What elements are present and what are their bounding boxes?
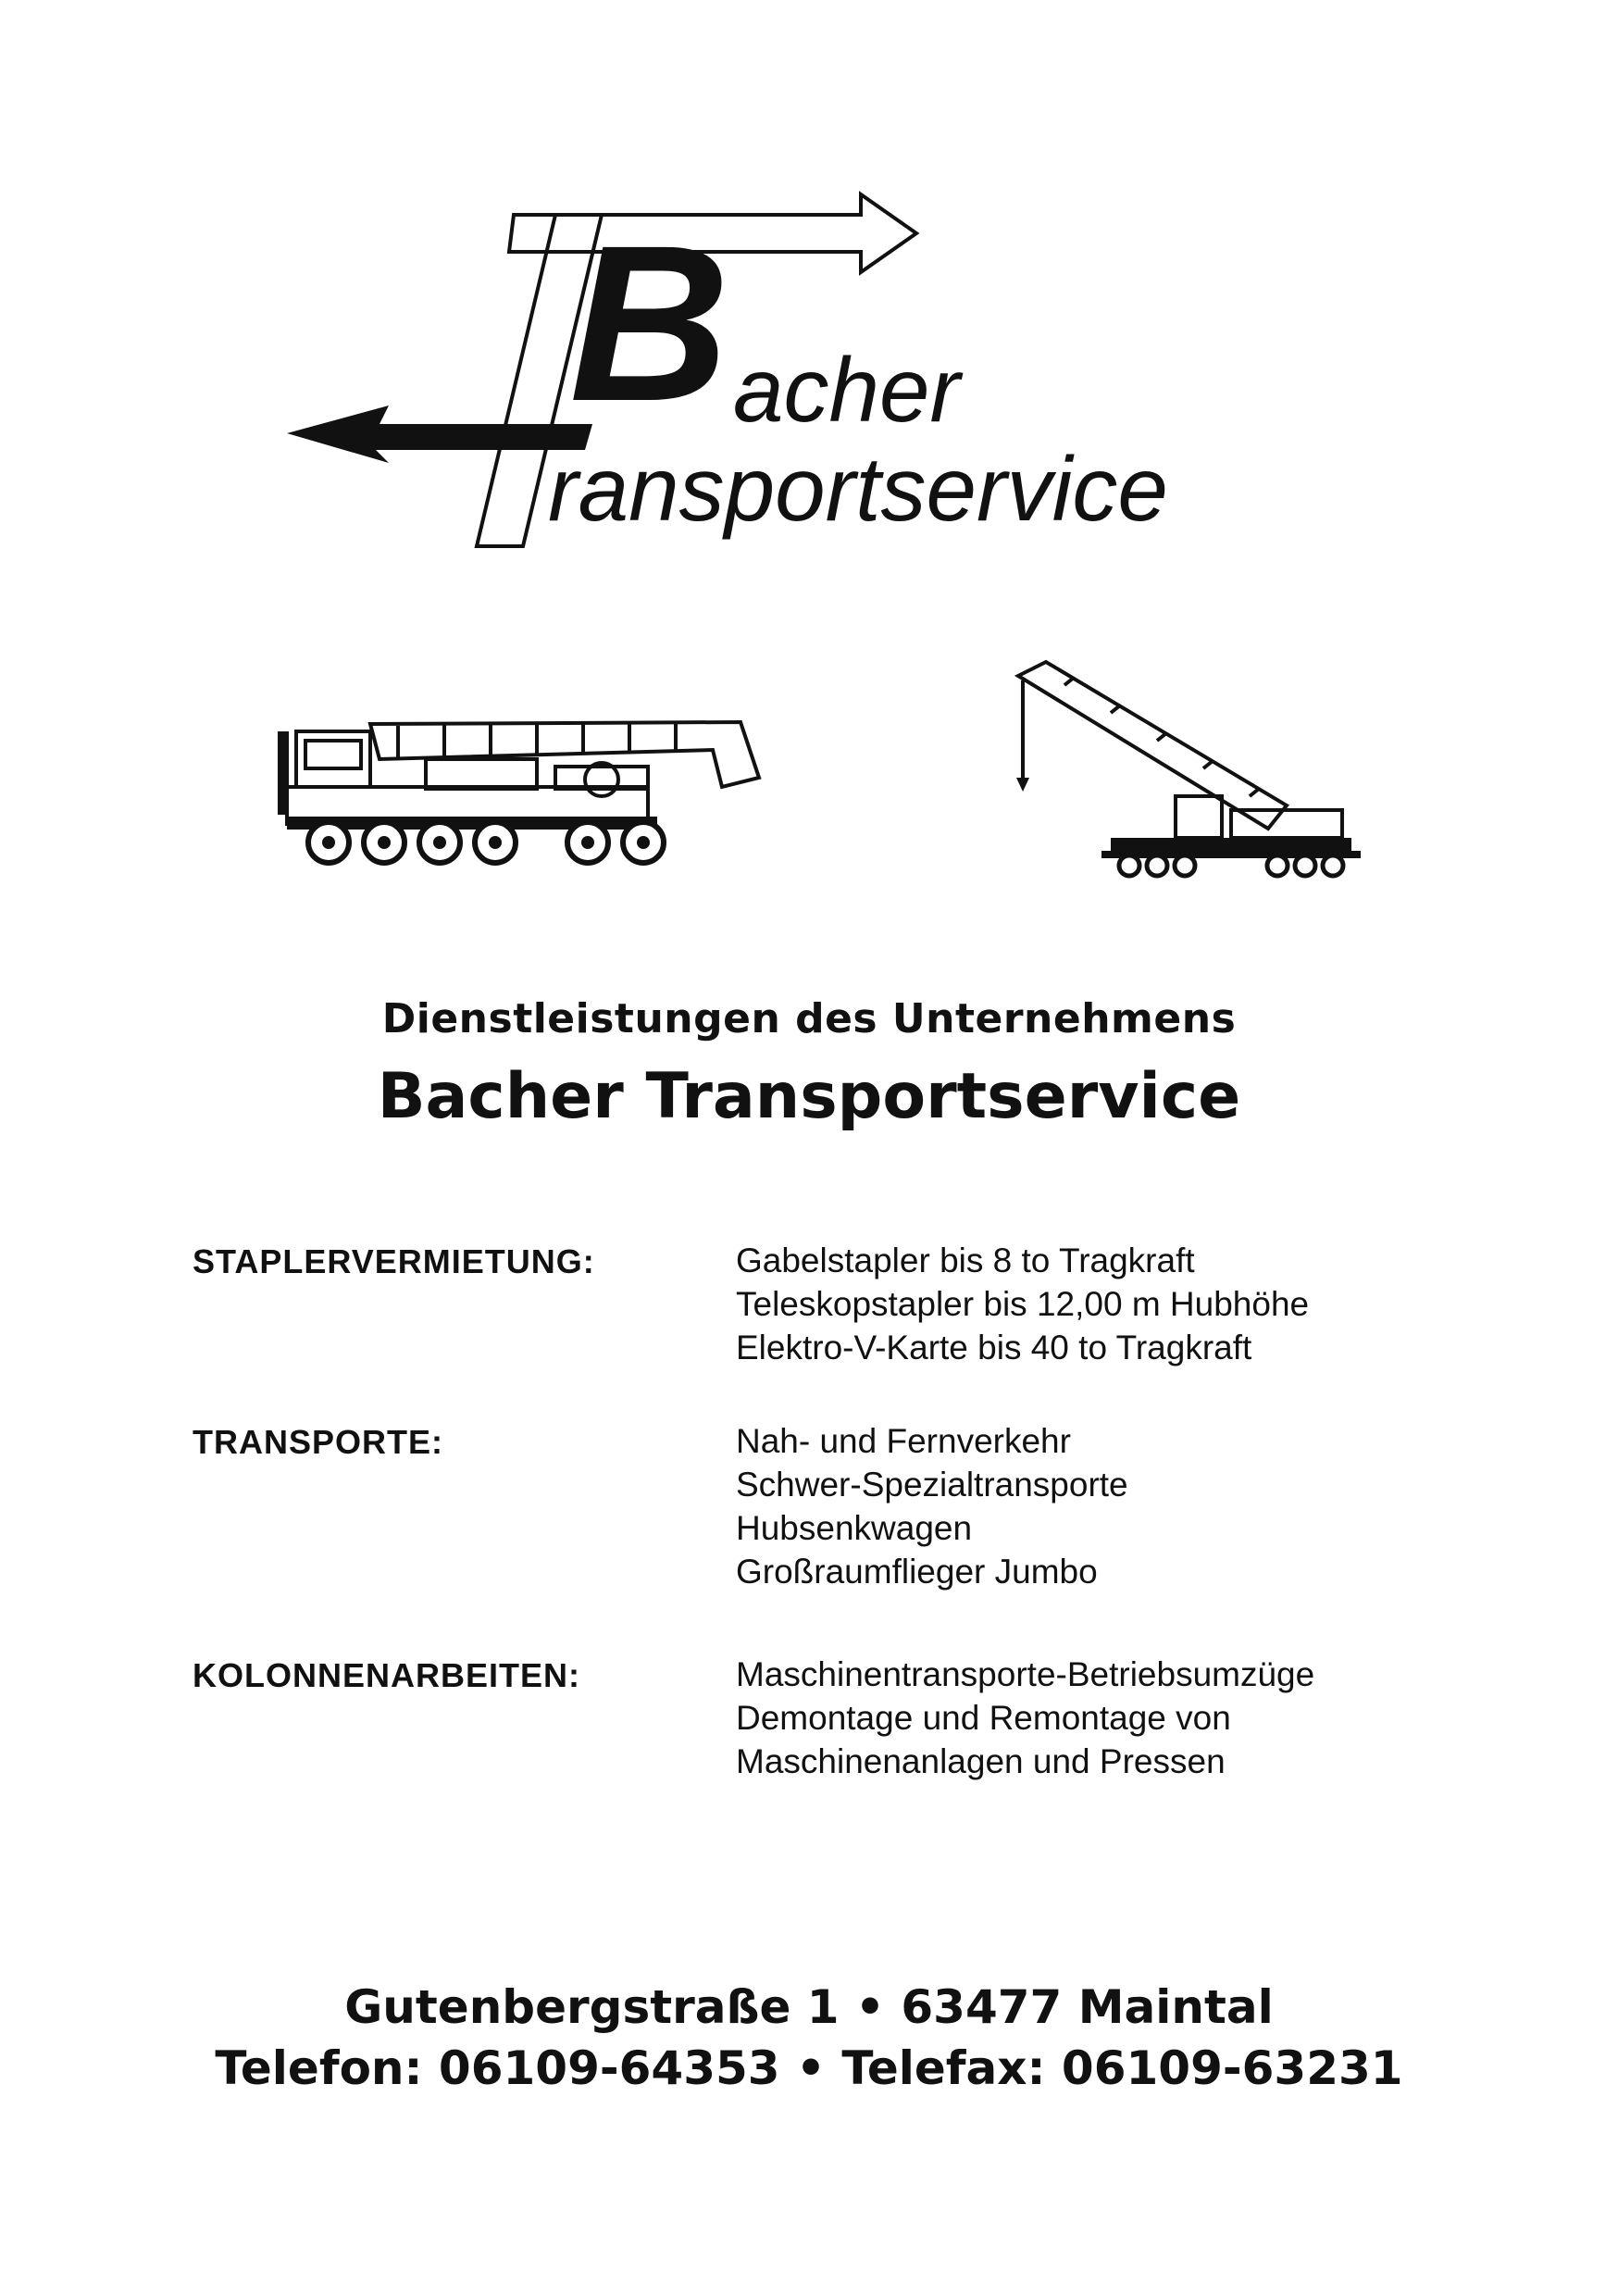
phone-fax-line: Telefon: 06109-64353 • Telefax: 06109-63231	[215, 2041, 1403, 2095]
service-item: Schwer-Spezialtransporte	[736, 1466, 1128, 1504]
logo-line-2: ransportservice	[548, 438, 1168, 540]
service-item: Demontage und Remontage von	[736, 1699, 1231, 1737]
service-item: Großraumflieger Jumbo	[736, 1553, 1098, 1591]
mobile-crane-icon	[1009, 657, 1361, 889]
service-item-list	[736, 1419, 1128, 1593]
service-item: Nah- und Fernverkehr	[736, 1422, 1071, 1460]
service-title: KOLONNENARBEITEN:	[193, 1656, 580, 1694]
service-item: Elektro-V-Karte bis 40 to Tragkraft	[736, 1329, 1252, 1366]
logo-line-1: acher	[733, 339, 961, 441]
logo-initial-b: B	[569, 199, 730, 447]
service-item: Teleskopstapler bis 12,00 m Hubhöhe	[736, 1285, 1310, 1323]
company-logo	[278, 185, 1296, 574]
service-item: Gabelstapler bis 8 to Tragkraft	[736, 1242, 1195, 1279]
service-title: TRANSPORTE:	[193, 1423, 443, 1461]
service-item: Maschinenanlagen und Pressen	[736, 1742, 1226, 1780]
service-item: Hubsenkwagen	[736, 1509, 973, 1547]
truck-crane-icon	[278, 713, 778, 870]
company-name-heading: Bacher Transportservice	[377, 1060, 1241, 1133]
service-item-list	[736, 1239, 1309, 1369]
service-item-list	[736, 1653, 1314, 1783]
postal-address: Gutenbergstraße 1 • 63477 Maintal	[344, 1980, 1274, 2034]
service-title: STAPLERVERMIETUNG:	[193, 1242, 595, 1280]
service-item: Maschinentransporte-Betriebsumzüge	[736, 1655, 1315, 1693]
contact-block	[0, 1977, 1618, 2099]
services-intro-heading: Dienstleistungen des Unternehmens	[381, 995, 1237, 1042]
